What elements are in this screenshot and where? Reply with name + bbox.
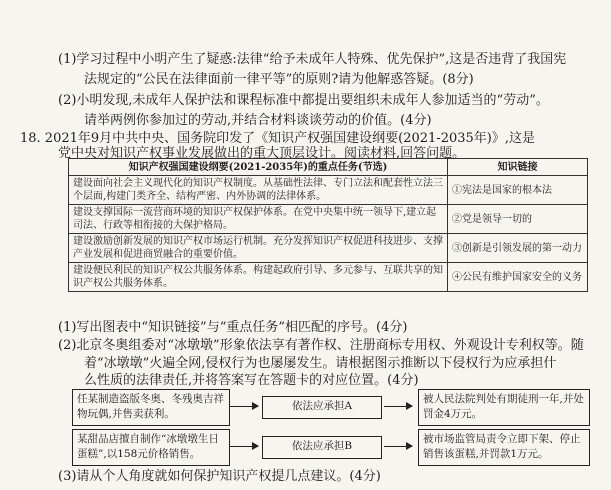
flow1-arrow-in: [230, 406, 258, 407]
link-cell: ①宪法是国家的根本法: [448, 176, 588, 205]
link-cell: ④公民有维护国家安全的义务: [448, 263, 588, 292]
flow2-arrow-in: [230, 446, 258, 447]
q17-part1-line2: 法规定的“公民在法律面前一律平等”的原则?请为他解惑答疑。(8分): [84, 72, 474, 87]
q18-intro-line2: 党中央对知识产权事业发展做出的重大顶层设计。阅读材料,回答问题。: [58, 146, 466, 161]
q18-part2-line1: (2)北京冬奥组委对“冰墩墩”形象依法享有著作权、注册商标专用权、外观设计专利权等。随: [58, 338, 584, 353]
flow2-arrow-out: [384, 446, 412, 447]
q17-part2-line2: 请举两例你参加过的劳动,并结合材料谈谈劳动的价值。(4分): [84, 113, 432, 128]
task-cell: 建设便民利民的知识产权公共服务体系。构建起政府引导、多元参与、互联共享的知识产权公共服务体系。: [69, 263, 448, 292]
flow2-liability-box: 依法应承担B: [262, 436, 382, 459]
q17-part1-line1: (1)学习过程中小明产生了疑惑:法律“给予未成年人特殊、优先保护”,这是否违背了我国宪: [58, 52, 567, 67]
q18-part1: (1)写出图表中“知识链接”与“重点任务”相匹配的序号。(4分): [58, 320, 408, 335]
q18-part2-line3: 么性质的法律责任,并将答案写在答题卡的对应位置。(4分): [84, 373, 419, 388]
link-cell: ③创新是引领发展的第一动力: [448, 234, 588, 263]
q18-intro-line1: 18. 2021年9月中共中央、国务院印发了《知识产权强国建设纲要(2021-2035年)》,这是: [20, 131, 535, 146]
table-row: [69, 263, 588, 292]
flow2-result-box: 被市场监管局责令立即下架、停止销售该蛋糕,并罚款1万元。: [418, 429, 590, 466]
knowledge-table: [68, 158, 588, 292]
flow1-case-box: 任某制造盗版冬奥、冬残奥吉祥物玩偶,并售卖获利。: [72, 389, 230, 426]
task-cell: 建设激励创新发展的知识产权市场运行机制。充分发挥知识产权促进科技进步、支撑产业发展和促进商贸融合的重要价值。: [69, 234, 448, 263]
q18-part3: (3)请从个人角度就如何保护知识产权提几点建议。(4分): [58, 469, 381, 484]
link-cell: ②党是领导一切的: [448, 205, 588, 234]
task-cell: 建设支撑国际一流营商环境的知识产权保护体系。在党中央集中统一领导下,建立起司法、行政等相衔接的大保护格局。: [69, 205, 448, 234]
table-header-task: 知识产权强国建设纲要(2021-2035年)的重点任务(节选): [69, 159, 448, 176]
table-row: [69, 234, 588, 263]
table-row: [69, 205, 588, 234]
flow1-arrow-out: [384, 406, 412, 407]
task-cell: 建设面向社会主义现代化的知识产权制度。从基础性法律、专门立法和配套性立法三个层面,构建门类齐全、结构严密、内外协调的法律体系。: [69, 176, 448, 205]
table-row: [69, 176, 588, 205]
q17-part2-line1: (2)小明发现,未成年人保护法和课程标准中都提出要组织未成年人参加适当的“劳动”。: [58, 93, 549, 108]
table-header-link: 知识链接: [448, 159, 588, 176]
flow1-liability-box: 依法应承担A: [262, 396, 382, 419]
flow1-result-box: 被人民法院判处有期徒刑一年,并处罚金4万元。: [418, 389, 590, 426]
flow2-case-box: 某甜品店擅自制作“冰墩墩生日蛋糕”,以158元价格销售。: [72, 429, 230, 466]
q18-part2-line2: 着“冰墩墩”火遍全网,侵权行为也屡屡发生。请根据图示推断以下侵权行为应承担什: [84, 356, 557, 371]
